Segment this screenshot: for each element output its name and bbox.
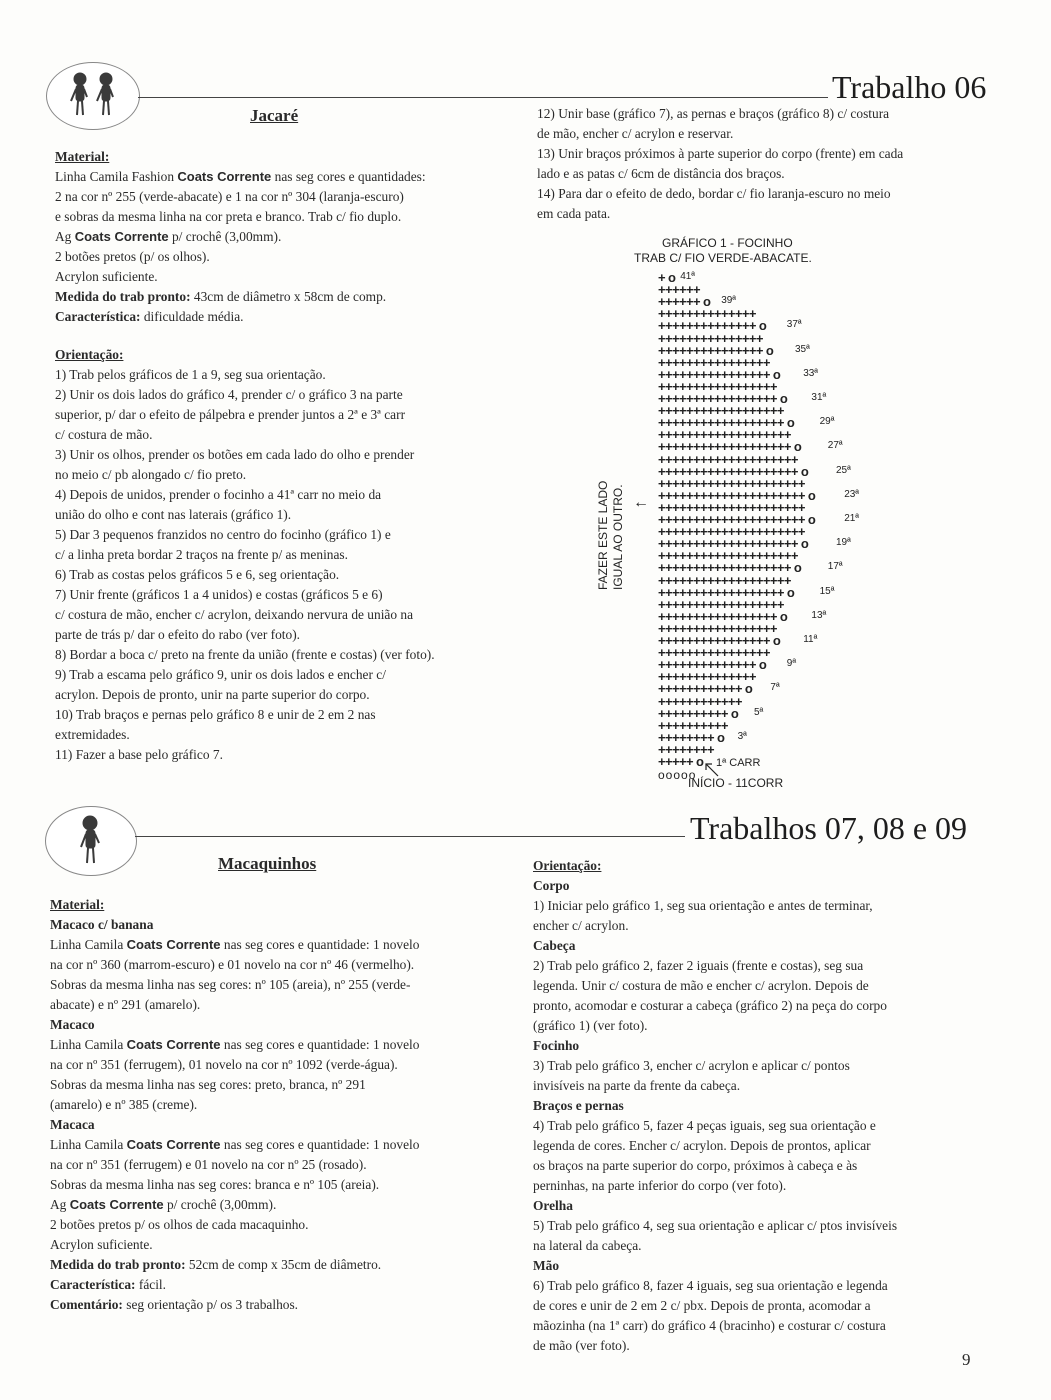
chart-row-29: ++++++++++++++++++ o <box>658 415 795 431</box>
text-line <box>50 1035 520 1055</box>
jacare-material-block <box>55 147 520 765</box>
text-line <box>50 1055 520 1075</box>
text-line: c/ costura de mão, encher c/ acrylon, deixando nervura de união na <box>55 607 414 622</box>
stitch-chart-grid <box>658 268 1018 782</box>
text-line: de mão, encher c/ acrylon e reservar. <box>537 126 734 141</box>
text-span: Ag <box>50 1197 70 1212</box>
chart-row-11: ++++++++++++++++ o <box>658 633 781 648</box>
row-label-29: 29ª <box>819 416 835 428</box>
text-span: Linha Camila Fashion <box>55 169 178 184</box>
text-line: os braços na parte superior do corpo, próximos à cabeça e às <box>533 1158 858 1173</box>
text-span: Linha Camila <box>50 937 127 952</box>
subsection-heading: Corpo <box>533 878 570 893</box>
chart-row-30: ++++++++++++++++++ <box>658 403 784 419</box>
row-label-27: 27ª <box>827 440 843 452</box>
text-line <box>50 1235 520 1255</box>
text-line: 6) Trab pelo gráfico 8, fazer 4 iguais, seg sua orientação e legenda <box>533 1278 888 1293</box>
text-line: de cores e unir de 2 em 2 c/ pbx. Depois de pronta, acomodar a <box>533 1298 871 1313</box>
text-line <box>55 227 520 247</box>
chart-row-4: ++++++++++ <box>658 717 728 733</box>
chart-row-13: +++++++++++++++++ o <box>658 608 788 624</box>
text-line: legenda. Unir c/ costura de mão e encher c/ acrylon. Depois de <box>533 978 869 993</box>
chart-start-label: INÍCIO - 11CORR <box>688 776 784 790</box>
jacare-title: Jacaré <box>250 106 299 125</box>
row-label-3: 3ª <box>737 730 747 742</box>
chart-row-5: ++++++++++ o <box>658 705 739 721</box>
row-label-19: 19ª <box>836 537 851 549</box>
text-line: 14) Para dar o efeito de dedo, bordar c/ fio laranja-escuro no meio <box>537 186 891 201</box>
brand-name: Coats Corrente <box>126 1137 221 1152</box>
chart-row-41: + o <box>658 270 676 285</box>
text-span: nas seg cores e quantidades: <box>271 169 426 184</box>
text-line: superior, p/ dar o efeito de pálpebra e prender juntos a 2ª e 3ª carr <box>55 407 406 422</box>
text-line: união do olho e cont nas laterais (gráfico 1). <box>55 507 292 522</box>
chart-base-chain: ooooo <box>658 768 697 782</box>
chart-row-18: ++++++++++++++++++++ <box>658 548 798 564</box>
header-rule-bottom <box>135 836 685 837</box>
text-span: p/ crochê (3,00mm). <box>168 229 282 244</box>
chart-row-1: +++++ o <box>658 754 704 769</box>
chart-row-7: ++++++++++++ o <box>658 681 753 697</box>
text-span: na cor nº 351 (ferrugem), 01 novelo na cor nº 1092 (verde-água). <box>50 1057 398 1072</box>
chart-row-8: ++++++++++++++ <box>658 669 756 685</box>
chart-row-14: ++++++++++++++++++ <box>658 596 784 612</box>
text-line: mãozinha (na 1ª carr) do gráfico 4 (bracinho) e costurar c/ costura <box>533 1318 886 1333</box>
brand-name: Coats Corrente <box>126 937 221 952</box>
text-span: fácil. <box>135 1277 166 1292</box>
text-line <box>50 995 520 1015</box>
text-line <box>50 1075 520 1095</box>
text-line <box>50 955 520 975</box>
brand-name: Coats Corrente <box>74 229 169 244</box>
chart-row-34: ++++++++++++++++ <box>658 354 770 370</box>
text-line: lado e as patas c/ 6cm de distância dos braços. <box>537 166 785 181</box>
bold-label: Medida do trab pronto: <box>55 289 191 304</box>
side-label-line1: FAZER ESTE LADO <box>596 480 610 590</box>
chart-side-label <box>596 440 628 590</box>
row-label-25: 25ª <box>836 464 851 476</box>
text-line: 13) Unir braços próximos à parte superior do corpo (frente) em cada <box>537 146 904 161</box>
monkey-figures-icon <box>47 63 139 129</box>
macaco-label: Macaco <box>50 1017 95 1032</box>
text-line: 7) Unir frente (gráficos 1 a 4 unidos) e costas (gráficos 5 e 6) <box>55 587 383 602</box>
chart-row-26: ++++++++++++++++++++ <box>658 451 798 467</box>
subsection-heading: Focinho <box>533 1038 580 1053</box>
text-span: 2 botões pretos p/ os olhos de cada macaquinho. <box>50 1217 309 1232</box>
text-line: 8) Bordar a boca c/ preto na frente da união (frente e costas) (ver foto). <box>55 647 435 662</box>
text-span: 52cm de comp x 35cm de diâmetro. <box>185 1257 382 1272</box>
row-label-15: 15ª <box>819 585 835 597</box>
chart-row-32: +++++++++++++++++ <box>658 378 777 394</box>
material-label-2: Material: <box>50 897 105 912</box>
chart-row-20: +++++++++++++++++++++ <box>658 524 805 540</box>
text-line: c/ costura de mão. <box>55 427 153 442</box>
text-line: 11) Fazer a base pelo gráfico 7. <box>55 747 223 762</box>
text-line: 4) Depois de unidos, prender o focinho a 41ª carr no meio da <box>55 487 382 502</box>
text-span: Ag <box>55 229 75 244</box>
text-line: 4) Trab pelo gráfico 5, fazer 4 peças iguais, seg sua orientação e <box>533 1118 876 1133</box>
subsection-heading: Braços e pernas <box>533 1098 624 1113</box>
text-line: invisíveis na parte da frente da cabeça. <box>533 1078 741 1093</box>
orientacao-list <box>55 365 520 765</box>
macaco-banana-list <box>50 935 520 1015</box>
text-line <box>55 247 520 267</box>
row-label-37: 37ª <box>786 319 802 331</box>
chart-row-2: ++++++++ <box>658 741 714 757</box>
text-line: 3) Trab pelo gráfico 3, encher c/ acrylon e aplicar c/ pontos <box>533 1058 850 1073</box>
bold-label: Medida do trab pronto: <box>50 1257 186 1272</box>
text-line <box>50 1095 520 1115</box>
text-line <box>55 307 520 327</box>
text-line: 1) Iniciar pelo gráfico 1, seg sua orientação e antes de terminar, <box>533 898 873 913</box>
text-line <box>55 267 520 287</box>
brand-name: Coats Corrente <box>69 1197 164 1212</box>
text-span: Sobras da mesma linha nas seg cores: branca e nº 105 (areia). <box>50 1177 380 1192</box>
text-span: 2 na cor nº 255 (verde-abacate) e 1 na cor nº 304 (laranja-escuro) <box>55 189 404 204</box>
subsection-heading: Cabeça <box>533 938 576 953</box>
chart-row-9: ++++++++++++++ o <box>658 657 767 673</box>
text-line <box>50 1295 520 1315</box>
section-header-trabalho-06: Trabalho 06 <box>832 69 987 105</box>
row-label-5: 5ª <box>754 706 764 718</box>
text-span: p/ crochê (3,00mm). <box>163 1197 277 1212</box>
chart-row-16: +++++++++++++++++++ <box>658 572 791 588</box>
text-line <box>50 1135 520 1155</box>
chart-row-35: +++++++++++++++ o <box>658 342 774 358</box>
chart-row-38: ++++++++++++++ <box>658 306 756 322</box>
text-span: Linha Camila <box>50 1037 127 1052</box>
first-row-label: 1ª CARR <box>716 757 761 769</box>
row-label-35: 35ª <box>795 343 810 355</box>
chart-row-27: +++++++++++++++++++ o <box>658 439 802 455</box>
text-line: acrylon. Depois de pronto, unir na parte superior do corpo. <box>55 687 370 702</box>
text-line: no meio c/ pb alongado c/ fio preto. <box>55 467 247 482</box>
row-label-33: 33ª <box>803 367 819 379</box>
text-line <box>50 1255 520 1275</box>
text-line: 1) Trab pelos gráficos de 1 a 9, seg sua orientação. <box>55 367 326 382</box>
chart-title: GRÁFICO 1 - FOCINHO <box>662 236 793 250</box>
row-label-41: 41ª <box>680 271 696 282</box>
chart-row-31: +++++++++++++++++ o <box>658 391 788 406</box>
text-span: dificuldade média. <box>140 309 244 324</box>
text-line: 5) Dar 3 pequenos franzidos no centro do focinho (gráfico 1) e <box>55 527 391 542</box>
orientacao-list-2 <box>533 876 1003 1356</box>
text-line: 2) Unir os dois lados do gráfico 4, prender c/ o gráfico 3 na parte <box>55 387 403 402</box>
chart-row-21: +++++++++++++++++++++ o <box>658 512 816 527</box>
text-line <box>55 167 520 187</box>
row-label-23: 23ª <box>844 488 860 500</box>
row-label-11: 11ª <box>803 634 818 645</box>
text-span: seg orientação p/ os 3 trabalhos. <box>122 1297 299 1312</box>
orientacao-label-2: Orientação: <box>533 858 602 873</box>
text-span: abacate) e nº 291 (amarelo). <box>50 997 201 1012</box>
monkey-logo-oval-bottom <box>45 806 137 876</box>
row-label-7: 7ª <box>770 682 780 694</box>
text-line: 2) Trab pelo gráfico 2, fazer 2 iguais (frente e costas), seg sua <box>533 958 864 973</box>
chart-row-10: ++++++++++++++++ <box>658 645 770 661</box>
text-line <box>55 287 520 307</box>
brand-name: Coats Corrente <box>126 1037 221 1052</box>
chart-row-19: ++++++++++++++++++++ o <box>658 536 809 552</box>
text-line: 12) Unir base (gráfico 7), as pernas e braços (gráfico 8) c/ costura <box>537 106 890 121</box>
text-span: nas seg cores e quantidade: 1 novelo <box>220 1037 420 1052</box>
text-span: nas seg cores e quantidade: 1 novelo <box>220 1137 420 1152</box>
text-line <box>50 1275 520 1295</box>
text-line: perninhas, na parte inferior do corpo (ver foto). <box>533 1178 787 1193</box>
material-label: Material: <box>55 149 110 164</box>
text-line: 6) Trab as costas pelos gráficos 5 e 6, seg orientação. <box>55 567 340 582</box>
text-line <box>50 1195 520 1215</box>
text-line: c/ a linha preta bordar 2 traços na frente p/ as meninas. <box>55 547 348 562</box>
chart-row-25: ++++++++++++++++++++ o <box>658 463 809 479</box>
chart-row-22: +++++++++++++++++++++ <box>658 499 805 515</box>
monkey-figure-icon <box>46 807 136 875</box>
row-label-17: 17ª <box>827 561 843 573</box>
side-label-line2: IGUAL AO OUTRO. <box>611 484 625 590</box>
chart-row-37: ++++++++++++++ o <box>658 318 767 334</box>
chart-row-6: ++++++++++++ <box>658 693 742 709</box>
text-line <box>55 207 520 227</box>
macaco-banana-label: Macaco c/ banana <box>50 917 154 932</box>
start-arrow-icon <box>700 760 722 778</box>
chart-row-36: +++++++++++++++ <box>658 330 763 346</box>
macaquinhos-title: Macaquinhos <box>218 854 317 873</box>
text-span: 2 botões pretos (p/ os olhos). <box>55 249 210 264</box>
text-span: Linha Camila <box>50 1137 127 1152</box>
material-list <box>55 167 520 327</box>
text-span: Acrylon suficiente. <box>55 269 158 284</box>
text-line <box>50 975 520 995</box>
orientacao-label: Orientação: <box>55 347 124 362</box>
text-line <box>50 1155 520 1175</box>
text-span: (amarelo) e nº 385 (creme). <box>50 1097 198 1112</box>
text-line: na lateral da cabeça. <box>533 1238 642 1253</box>
bold-label: Comentário: <box>50 1297 123 1312</box>
chart-row-33: ++++++++++++++++ o <box>658 366 781 382</box>
macaco-list <box>50 1035 520 1115</box>
monkey-logo-oval-top <box>46 62 140 130</box>
side-arrow-icon: ← <box>633 494 649 511</box>
row-label-39: 39ª <box>721 295 737 307</box>
text-line: (gráfico 1) (ver foto). <box>533 1018 648 1033</box>
text-span: Sobras da mesma linha nas seg cores: preto, branca, nº 291 <box>50 1077 366 1092</box>
macaca-list <box>50 1135 520 1315</box>
brand-name: Coats Corrente <box>177 169 272 184</box>
section-header-trabalhos-07-08-09: Trabalhos 07, 08 e 09 <box>690 810 968 846</box>
chart-row-12: +++++++++++++++++ <box>658 620 777 636</box>
text-line <box>50 1175 520 1195</box>
text-line <box>55 187 520 207</box>
bold-label: Característica: <box>50 1277 136 1292</box>
text-line <box>50 935 520 955</box>
text-line: parte de trás p/ dar o efeito do rabo (ver foto). <box>55 627 301 642</box>
chart-row-40: ++++++ <box>658 282 700 298</box>
row-label-9: 9ª <box>786 658 797 670</box>
macaquinhos-orientacao-block <box>533 856 1003 1356</box>
text-line: 5) Trab pelo gráfico 4, seg sua orientação e aplicar c/ ptos invisíveis <box>533 1218 898 1233</box>
text-span: e sobras da mesma linha na cor preta e branco. Trab c/ fio duplo. <box>55 209 402 224</box>
chart-row-23: +++++++++++++++++++++ o <box>658 487 816 503</box>
row-label-31: 31ª <box>811 392 827 403</box>
macaca-label: Macaca <box>50 1117 95 1132</box>
text-span: na cor nº 351 (ferrugem) e 01 novelo na cor nº 25 (rosado). <box>50 1157 367 1172</box>
chart-row-15: ++++++++++++++++++ o <box>658 584 795 600</box>
text-span: Sobras da mesma linha nas seg cores: nº 105 (areia), nº 255 (verde- <box>50 977 411 992</box>
text-line: legenda de cores. Encher c/ acrylon. Depois de prontos, aplicar <box>533 1138 871 1153</box>
text-span: na cor nº 360 (marrom-escuro) e 01 novelo na cor nº 46 (vermelho). <box>50 957 415 972</box>
text-line: em cada pata. <box>537 206 611 221</box>
text-line: 9) Trab a escama pelo gráfico 9, unir os dois lados e encher c/ <box>55 667 386 682</box>
text-line: 3) Unir os olhos, prender os botões em cada lado do olho e prender <box>55 447 415 462</box>
text-line: extremidades. <box>55 727 130 742</box>
chart-row-39: ++++++ o <box>658 294 711 310</box>
text-line: de mão (ver foto). <box>533 1338 630 1353</box>
chart-row-3: ++++++++ o <box>658 729 725 745</box>
subsection-heading: Mão <box>533 1258 560 1273</box>
subsection-heading: Orelha <box>533 1198 573 1213</box>
continuation-list <box>537 104 1007 224</box>
jacare-continuation <box>537 104 1007 224</box>
text-line: pronto, acomodar e costurar a cabeça (gráfico 2) na peça do corpo <box>533 998 887 1013</box>
chart-row-28: +++++++++++++++++++ <box>658 427 791 443</box>
chart-row-17: +++++++++++++++++++ o <box>658 560 802 576</box>
macaquinhos-material-block <box>50 895 520 1315</box>
page-number: 9 <box>962 1350 971 1369</box>
chart-row-24: +++++++++++++++++++++ <box>658 475 805 491</box>
row-label-21: 21ª <box>844 513 860 524</box>
bold-label: Característica: <box>55 309 141 324</box>
chart-subtitle: TRAB C/ FIO VERDE-ABACATE. <box>634 251 812 265</box>
row-label-13: 13ª <box>811 609 827 621</box>
text-line <box>50 1215 520 1235</box>
text-line: 10) Trab braços e pernas pelo gráfico 8 e unir de 2 em 2 nas <box>55 707 376 722</box>
text-line: encher c/ acrylon. <box>533 918 629 933</box>
header-rule-top <box>138 97 828 98</box>
text-span: 43cm de diâmetro x 58cm de comp. <box>190 289 387 304</box>
text-span: nas seg cores e quantidade: 1 novelo <box>220 937 420 952</box>
text-span: Acrylon suficiente. <box>50 1237 153 1252</box>
